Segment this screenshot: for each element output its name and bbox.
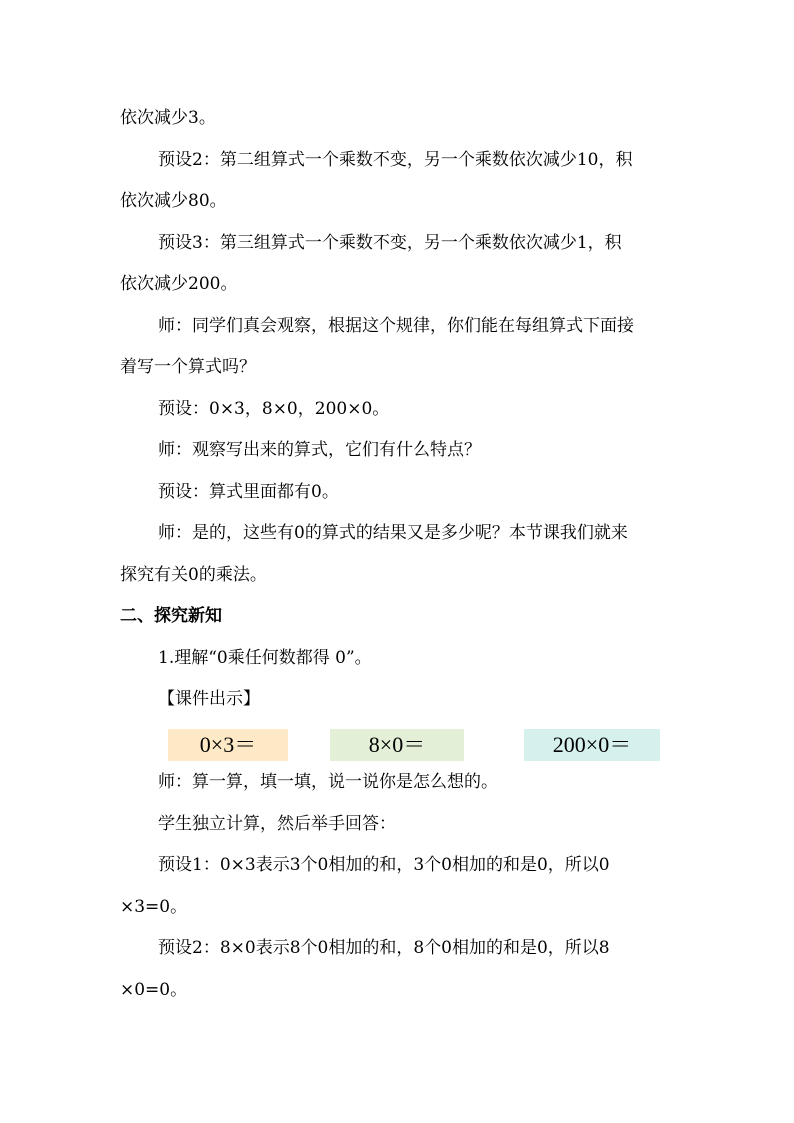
paragraph-line: 依次减少80。 — [120, 191, 227, 211]
paragraph-line: 依次减少200。 — [120, 274, 238, 294]
paragraph-line: 师：观察写出来的算式，它们有什么特点？ — [158, 440, 481, 460]
paragraph-line: 依次减少3。 — [120, 108, 216, 128]
equation-text: 200×0＝ — [552, 732, 632, 757]
paragraph-line: 着写一个算式吗？ — [120, 357, 256, 377]
paragraph-line: ×0=0。 — [120, 980, 188, 1000]
paragraph-line: 探究有关0的乘法。 — [120, 565, 267, 585]
paragraph-line: 预设3：第三组算式一个乘数不变，另一个乘数依次减少1，积 — [158, 233, 622, 253]
section-heading: 二、探究新知 — [120, 606, 222, 626]
paragraph-line: 1.理解“0乘任何数都得 0”。 — [158, 648, 372, 668]
paragraph-line: 预设：算式里面都有0。 — [158, 482, 339, 502]
paragraph-line: 【课件出示】 — [158, 689, 260, 709]
equation-box-1 — [168, 729, 288, 761]
paragraph-line: 预设2：8×0表示8个0相加的和，8个0相加的和是0，所以8 — [158, 938, 610, 958]
paragraph-line: ×3=0。 — [120, 897, 188, 917]
equation-text: 0×3＝ — [199, 732, 257, 757]
equation-box-3 — [524, 729, 660, 761]
paragraph-line: 预设2：第二组算式一个乘数不变，另一个乘数依次减少10，积 — [158, 150, 633, 170]
equation-text: 8×0＝ — [368, 732, 426, 757]
paragraph-line: 学生独立计算，然后举手回答： — [158, 814, 396, 834]
paragraph-line: 师：是的，这些有0的算式的结果又是多少呢？本节课我们就来 — [158, 523, 628, 543]
paragraph-line: 预设：0×3，8×0，200×0。 — [158, 399, 390, 419]
paragraph-line: 预设1：0×3表示3个0相加的和，3个0相加的和是0，所以0 — [158, 855, 610, 875]
paragraph-line: 师：算一算，填一填，说一说你是怎么想的。 — [158, 772, 498, 792]
equation-box-2 — [330, 729, 464, 761]
paragraph-line: 师：同学们真会观察，根据这个规律，你们能在每组算式下面接 — [158, 316, 634, 336]
